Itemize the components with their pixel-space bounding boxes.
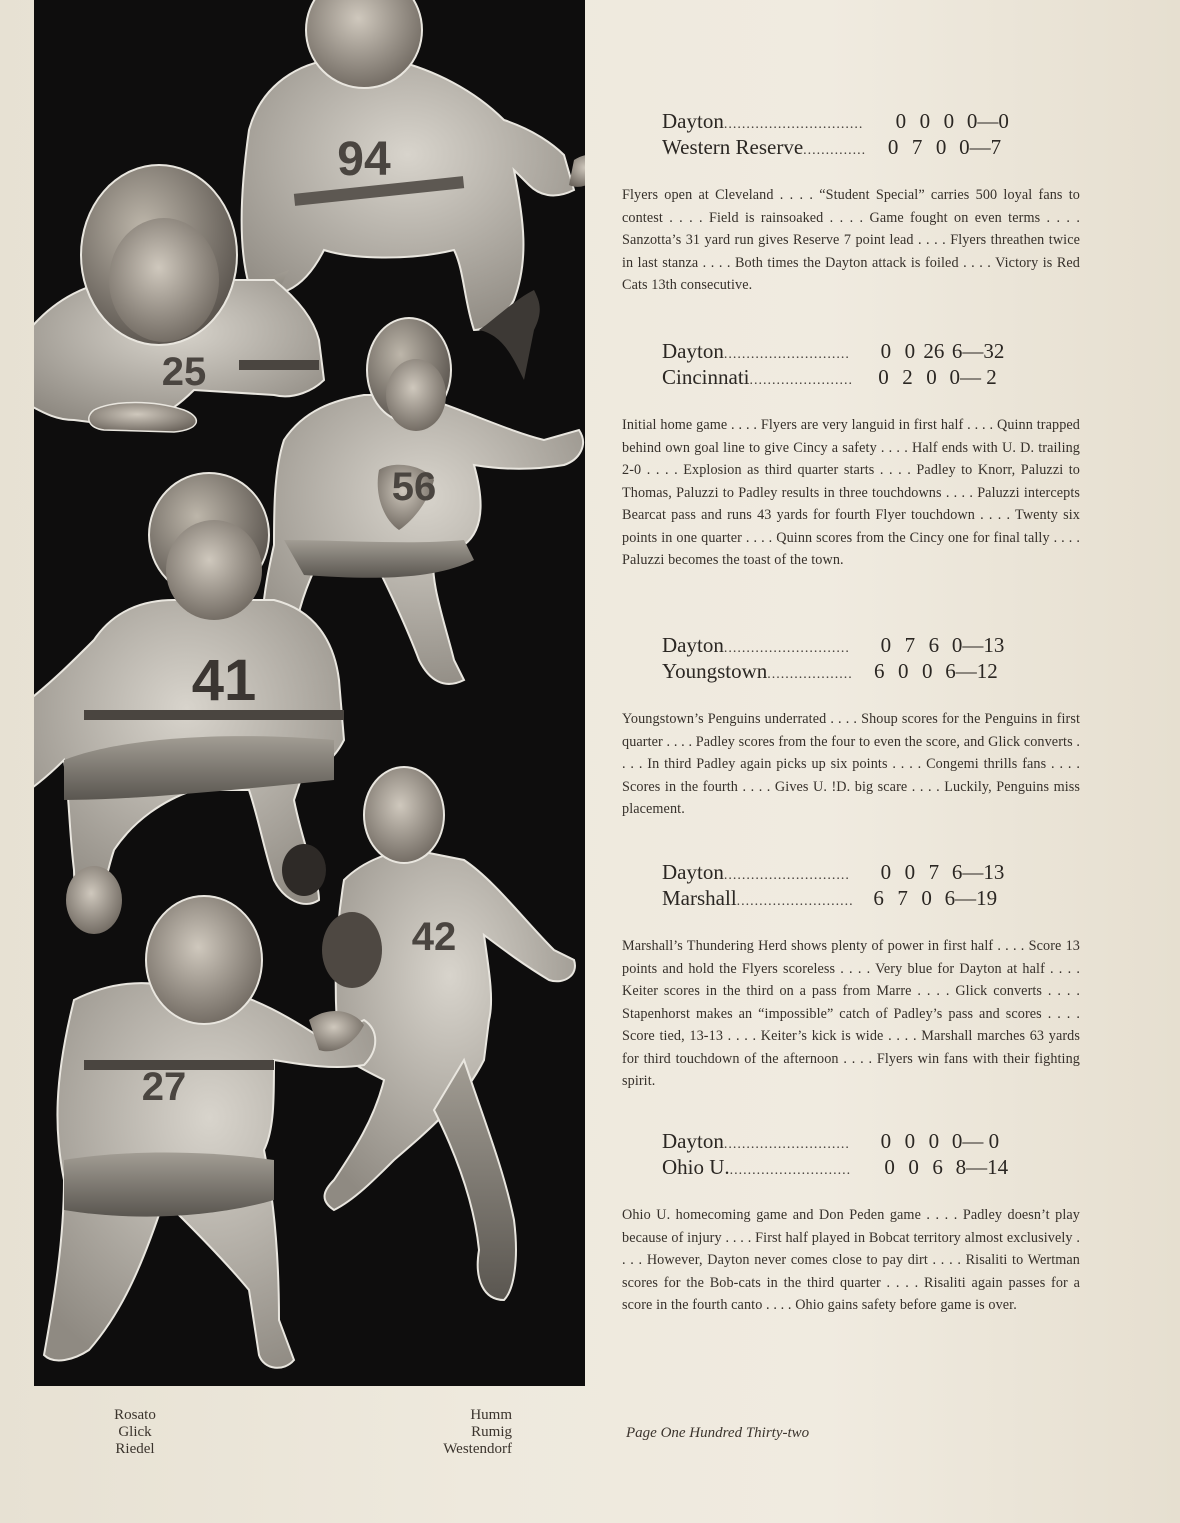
- final-score: 8—14: [955, 1155, 1009, 1179]
- quarter-score: 0: [926, 365, 937, 389]
- quarter-score: 0: [880, 633, 892, 657]
- final-score: 6—12: [945, 659, 998, 683]
- quarter-score: 0: [904, 339, 916, 363]
- player-cutouts: [34, 0, 585, 1386]
- photo-caption-right: [420, 1407, 512, 1458]
- team-name: Dayton: [662, 860, 724, 884]
- team-name: Dayton: [662, 1129, 724, 1153]
- score-box: [662, 110, 1080, 162]
- quarter-score: 0: [904, 1129, 916, 1153]
- leader-dots: .......................: [749, 373, 853, 388]
- quarter-score: 0: [898, 659, 909, 683]
- leader-dots: ............................: [723, 1137, 850, 1152]
- quarter-score: 0: [887, 135, 899, 159]
- quarter-score: 0: [943, 109, 955, 133]
- game-recap: Flyers open at Cleveland . . . . “Student Special” carries 500 loyal fans to contest . . . . Field is rainsoaked . . . . Game fought on even terms . . . . Sanzotta’s 31 yard run gives Reserve 7 point lead . . . . Flyers threathen twice in last stanza . . . . Both times the Dayton attack is foiled . . . . Victory is Red Cats 13th consecutive.: [622, 187, 1080, 293]
- quarter-score: 0: [908, 1155, 919, 1179]
- leader-dots: ...................: [767, 667, 853, 682]
- quarter-score: 6: [928, 633, 940, 657]
- team-name: Ohio U.: [662, 1155, 730, 1179]
- quarter-score: 0: [880, 339, 892, 363]
- score-box: [662, 1130, 1080, 1182]
- final-score: 0— 2: [949, 365, 997, 389]
- caption-name: Humm: [470, 1407, 512, 1423]
- final-score: 6—13: [951, 860, 1005, 884]
- quarter-score: 0: [895, 109, 907, 133]
- leader-dots: ...............................: [723, 117, 864, 132]
- game-summary-cincinnati: [622, 340, 1080, 572]
- quarter-score: 0: [884, 1155, 895, 1179]
- score-row: [662, 1130, 1080, 1156]
- team-name: Dayton: [662, 339, 724, 363]
- quarter-score: 7: [911, 135, 923, 159]
- svg-text:94: 94: [337, 133, 391, 186]
- game-summary-ohio-u: [622, 1130, 1080, 1317]
- game-recap: Youngstown’s Penguins underrated . . . . Shoup scores for the Penguins in first quarter . . . . Padley scores from the four to even the score, and Glick converts . . . . In third Padley again picks up six points . . . . Congemi thrills fans . . . . Scores in the fourth . . . . Gives U. !D. big scare . . . . Luckily, Penguins miss placement.: [622, 711, 1080, 817]
- team-name: Marshall: [662, 886, 737, 910]
- quarter-score: 6: [873, 886, 884, 910]
- final-score: 6—19: [944, 886, 998, 910]
- quarter-score: 26: [923, 339, 945, 363]
- caption-name: Rumig: [471, 1424, 512, 1440]
- quarter-score: 6: [932, 1155, 943, 1179]
- score-box: [662, 340, 1080, 392]
- final-score: 0— 0: [951, 1129, 1000, 1153]
- score-row: [662, 861, 1080, 887]
- score-row: [662, 660, 1080, 686]
- quarter-score: 0: [921, 886, 932, 910]
- game-recap: Initial home game . . . . Flyers are very languid in first half . . . . Quinn trapped behind own goal line to give Cincy a safety . . . . Half ends with U. D. trailing 2-0 . . . . Explosion as third quarter starts . . . . Padley to Knorr, Paluzzi to Thomas, Paluzzi to Padley results in three touchdowns . . . . Paluzzi intercepts Bearcat pass and runs 43 yards for fourth Flyer touchdown . . . . Twenty six points in one quarter . . . . Quinn scores from the Cincy one for final tally . . . . Paluzzi becomes the toast of the town.: [622, 417, 1080, 568]
- score-row: [662, 110, 1080, 136]
- final-score: 0—0: [966, 109, 1009, 133]
- quarter-score: 0: [904, 860, 916, 884]
- score-box: [662, 861, 1080, 913]
- game-summary-youngstown: [622, 634, 1080, 821]
- team-name: Cincinnati: [662, 365, 750, 389]
- quarter-score: 7: [904, 633, 916, 657]
- team-name: Dayton: [662, 633, 724, 657]
- final-score: 6—32: [951, 339, 1005, 363]
- caption-name: Westendorf: [443, 1441, 512, 1457]
- player-photo-collage: [34, 0, 585, 1386]
- quarter-score: 7: [897, 886, 908, 910]
- caption-name: Glick: [118, 1424, 152, 1440]
- leader-dots: ..........................: [736, 894, 854, 909]
- svg-text:25: 25: [161, 350, 207, 394]
- score-row: [662, 136, 1080, 162]
- quarter-score: 0: [878, 365, 889, 389]
- quarter-score: 0: [928, 1129, 940, 1153]
- photo-caption-left: [100, 1407, 170, 1458]
- final-score: 0—7: [959, 135, 1002, 159]
- score-row: [662, 887, 1080, 913]
- caption-name: Rosato: [114, 1407, 156, 1423]
- leader-dots: ............................: [723, 868, 850, 883]
- score-row: [662, 340, 1080, 366]
- page-number: Page One Hundred Thirty-two: [626, 1425, 810, 1441]
- game-recap: Marshall’s Thundering Herd shows plenty of power in first half . . . . Score 13 points and hold the Flyers scoreless . . . . Very blue for Dayton at half . . . . Keiter scores in the third on a pass from Marre . . . . Glick converts . . . . Stapenhorst makes an “impossible” catch of Padley’s pass and scores . . . . Score tied, 13-13 . . . . Keiter’s kick is wide . . . . Marshall marches 63 yards for third touchdown of the afternoon . . . . Flyers win fans with their fighting spirit.: [622, 938, 1080, 1089]
- score-box: [662, 634, 1080, 686]
- game-summary-marshall: [622, 861, 1080, 1093]
- svg-text:56: 56: [391, 465, 437, 509]
- svg-text:42: 42: [411, 915, 457, 959]
- score-row: [662, 634, 1080, 660]
- team-name: Western Reserve: [662, 135, 804, 159]
- team-name: Youngstown: [662, 659, 768, 683]
- leader-dots: ............................: [723, 641, 850, 656]
- leader-dots: ...........................: [729, 1163, 852, 1178]
- quarter-score: 0: [880, 860, 892, 884]
- caption-name: Riedel: [115, 1441, 155, 1457]
- leader-dots: ............................: [723, 347, 850, 362]
- quarter-score: 6: [874, 659, 885, 683]
- quarter-score: 0: [922, 659, 933, 683]
- quarter-score: 0: [880, 1129, 892, 1153]
- team-name: Dayton: [662, 109, 724, 133]
- quarter-score: 0: [935, 135, 947, 159]
- game-recap: Ohio U. homecoming game and Don Peden game . . . . Padley doesn’t play because of injury . . . . First half played in Bobcat territory almost exclusively . . . . However, Dayton never comes close to pay dirt . . . . Risaliti to Wertman scores for the Bob-cats in the third quarter . . . . Risaliti again passes for a score in the fourth canto . . . . Ohio gains safety before game is over.: [622, 1207, 1080, 1313]
- quarter-score: 0: [919, 109, 931, 133]
- quarter-score: 7: [928, 860, 940, 884]
- final-score: 0—13: [951, 633, 1005, 657]
- leader-dots: ..............: [803, 143, 867, 158]
- quarter-score: 2: [902, 365, 913, 389]
- svg-text:41: 41: [191, 648, 257, 713]
- score-row: [662, 366, 1080, 392]
- game-summary-western-reserve: [622, 110, 1080, 297]
- svg-text:27: 27: [141, 1065, 187, 1109]
- score-row: [662, 1156, 1080, 1182]
